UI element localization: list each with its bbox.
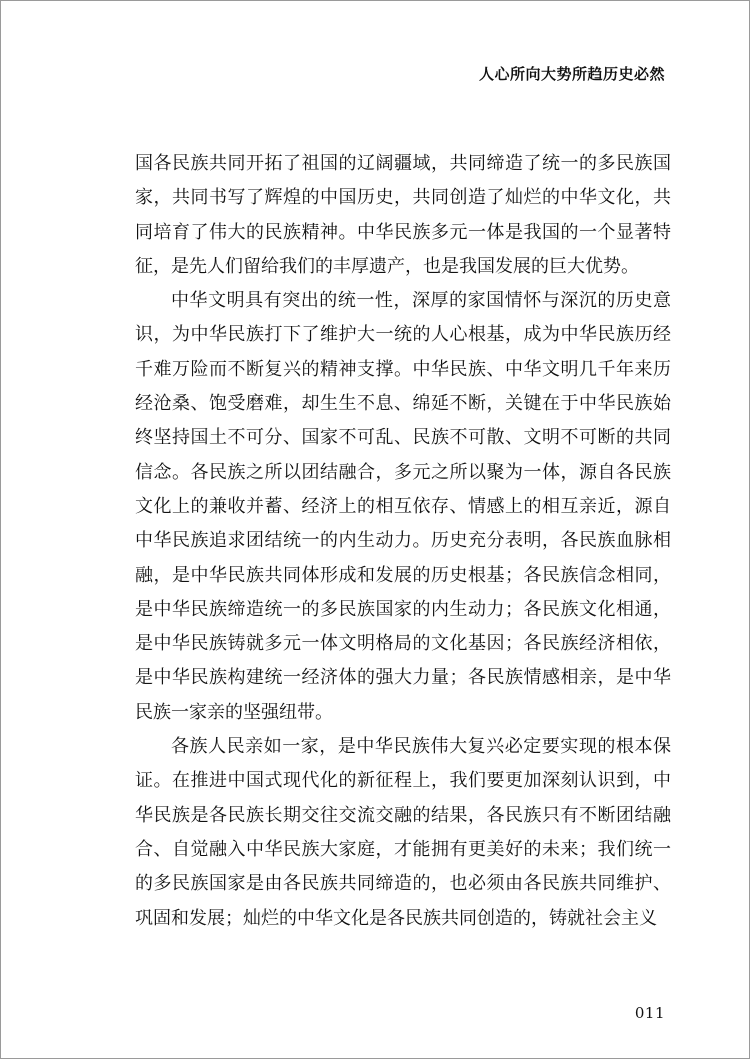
page-number: 011 [634,1004,665,1022]
running-header-title: 人心所向大势所趋历史必然 [478,65,665,83]
paragraph-continuation: 国各民族共同开拓了祖国的辽阔疆域，共同缔造了统一的多民族国家，共同书写了辉煌的中国历史，共同创造了灿烂的中华文化，共同培育了伟大的民族精神。中华民族多元一体是我国的一个显著特征，是先人们留给我们的丰厚遗产，也是我国发展的巨大优势。 [135,153,671,277]
body-text [135,147,671,936]
paragraph-family: 各族人民亲如一家，是中华民族伟大复兴必定要实现的根本保证。在推进中国式现代化的新征程上，我们要更加深刻认识到，中华民族是各民族长期交往交流交融的结果，各民族只有不断团结融合、自觉融入中华民族大家庭，才能拥有更美好的未来；我们统一的多民族国家是由各民族共同缔造的，也必须由各民族共同维护、巩固和发展；灿烂的中华文化是各民族共同创造的，铸就社会主义 [135,736,671,929]
paragraph-unity: 中华文明具有突出的统一性，深厚的家国情怀与深沉的历史意识，为中华民族打下了维护大一统的人心根基，成为中华民族历经千难万险而不断复兴的精神支撑。中华民族、中华文明几千年来历经沧桑、饱受磨难，却生生不息、绵延不断，关键在于中华民族始终坚持国土不可分、国家不可乱、民族不可散、文明不可断的共同信念。各民族之所以团结融合，多元之所以聚为一体，源自各民族文化上的兼收并蓄、经济上的相互依存、情感上的相互亲近，源自中华民族追求团结统一的内生动力。历史充分表明，各民族血脉相融，是中华民族共同体形成和发展的历史根基；各民族信念相同，是中华民族缔造统一的多民族国家的内生动力；各民族文化相通，是中华民族铸就多元一体文明格局的文化基因；各民族经济相依，是中华民族构建统一经济体的强大力量；各民族情感相亲，是中华民族一家亲的坚强纽带。 [135,290,671,723]
